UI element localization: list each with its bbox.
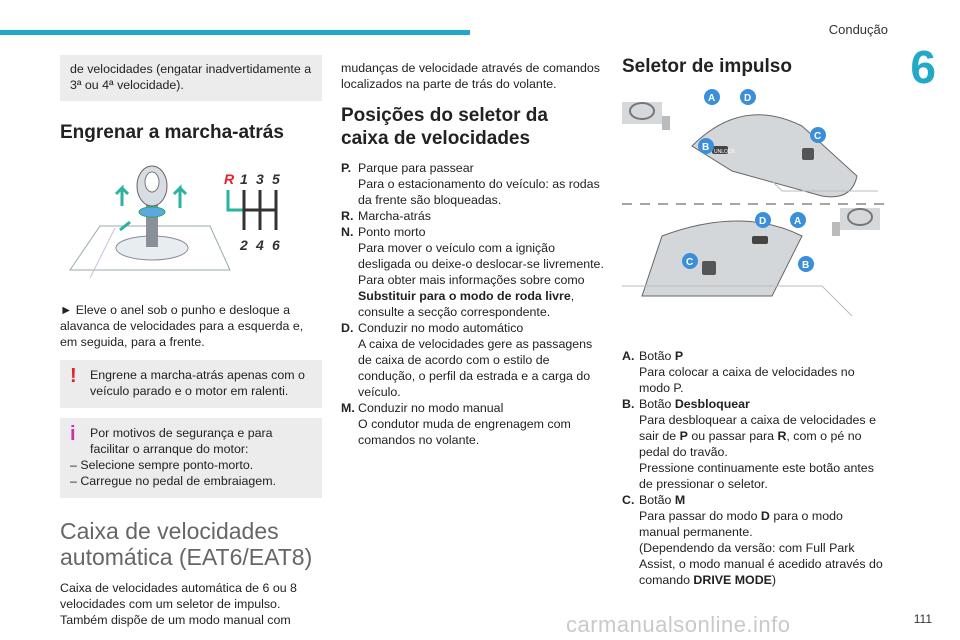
- svg-text:B: B: [802, 260, 810, 271]
- svg-text:5: 5: [272, 171, 280, 187]
- info-item: – Carregue no pedal de embraiagem.: [70, 474, 276, 488]
- steering-wheel-icon: [832, 208, 880, 236]
- svg-text:3: 3: [256, 171, 264, 187]
- impulse-selector-illustration: [622, 86, 884, 322]
- svg-text:D: D: [744, 93, 752, 104]
- list-item-b: B. Botão Desbloquear Para desbloquear a caixa de velocidades e sair de P ou passar para R, com o pé no pedal do travão. Pressione continuamente este botão antes de pressionar o seletor.: [622, 397, 876, 491]
- gear-lever-illustration: [60, 158, 322, 288]
- column-middle: [341, 60, 606, 448]
- warning-note: [60, 360, 322, 408]
- info-note: [60, 418, 322, 498]
- svg-text:UNLOCK: UNLOCK: [714, 149, 735, 155]
- column-left: [60, 55, 322, 628]
- list-item-d: D. Conduzir no modo automático A caixa de velocidades gere as passagens de caixa de acordo com o estilo de condução, o perfil da estrada e a carga do veículo.: [341, 321, 593, 399]
- gearbox-paragraph: Caixa de velocidades automática de 6 ou 8 velocidades com um seletor de impulso. Também dispõe de um modo manual com: [60, 581, 297, 627]
- position-list: [341, 160, 606, 448]
- chapter-number: 6: [910, 41, 936, 93]
- heading-automatic-gearbox: Caixa de velocidades automática (EAT6/EAT8): [60, 518, 313, 570]
- list-item-r: R. Marcha-atrás: [341, 209, 431, 223]
- svg-text:6: 6: [272, 237, 280, 253]
- warning-icon: !: [70, 365, 77, 387]
- heading-reverse-gear: Engrenar a marcha-atrás: [60, 122, 284, 143]
- info-intro: Por motivos de segurança e para facilitar o arranque do motor:: [90, 426, 273, 456]
- svg-text:R: R: [224, 171, 235, 187]
- list-item-c: C. Botão M Para passar do modo D para o modo manual permanente. (Dependendo da versão: com Full Park Assist, o modo manual é acedido através do comando DRIVE MODE): [622, 493, 883, 587]
- info-item: – Selecione sempre ponto-morto.: [70, 458, 254, 472]
- list-item-p: P. Parque para passear Para o estacionamento do veículo: as rodas da frente são bloqueadas.: [341, 161, 600, 207]
- list-item-m: M. Conduzir no modo manual O condutor muda de engrenagem com comandos no volante.: [341, 401, 571, 447]
- heading-selector-positions: Posições do seletor da caixa de velocidades: [341, 105, 548, 149]
- instruction-text: ► Eleve o anel sob o punho e desloque a alavanca de velocidades para a esquerda e, em seguida, para a frente.: [60, 303, 304, 349]
- top-accent-bar: [0, 30, 470, 35]
- svg-text:4: 4: [256, 237, 264, 253]
- svg-text:2: 2: [240, 237, 248, 253]
- svg-text:C: C: [686, 257, 694, 268]
- list-item-n: N. Ponto morto Para mover o veículo com a ignição desligada ou deixe-o deslocar-se livremente. Para obter mais informações sobre como Substituir para o modo de roda livre, consulte a secção correspondente.: [341, 225, 604, 319]
- column-right: [622, 55, 884, 588]
- svg-text:1: 1: [240, 171, 248, 187]
- svg-text:A: A: [794, 216, 802, 227]
- continued-box: de velocidades (engatar inadvertidamente a 3ª ou 4ª velocidade).: [60, 55, 322, 101]
- warning-text: Engrene a marcha-atrás apenas com o veículo parado e o motor em ralenti.: [90, 368, 305, 398]
- info-icon: i: [70, 423, 76, 445]
- watermark: carmanualsonline.info: [566, 612, 791, 637]
- list-item-a: A. Botão P Para colocar a caixa de velocidades no modo P.: [622, 349, 855, 395]
- svg-text:B: B: [702, 142, 710, 153]
- svg-text:A: A: [708, 93, 716, 104]
- svg-text:D: D: [759, 216, 767, 227]
- svg-text:C: C: [814, 131, 822, 142]
- page-number: 111: [913, 612, 932, 626]
- heading-impulse-selector: Seletor de impulso: [622, 56, 792, 77]
- button-list: [622, 348, 884, 588]
- steering-wheel-icon: [622, 102, 670, 130]
- chapter-title: Condução: [828, 22, 888, 37]
- continued-paragraph: mudanças de velocidade através de comandos localizados na parte de trás do volante.: [341, 61, 600, 91]
